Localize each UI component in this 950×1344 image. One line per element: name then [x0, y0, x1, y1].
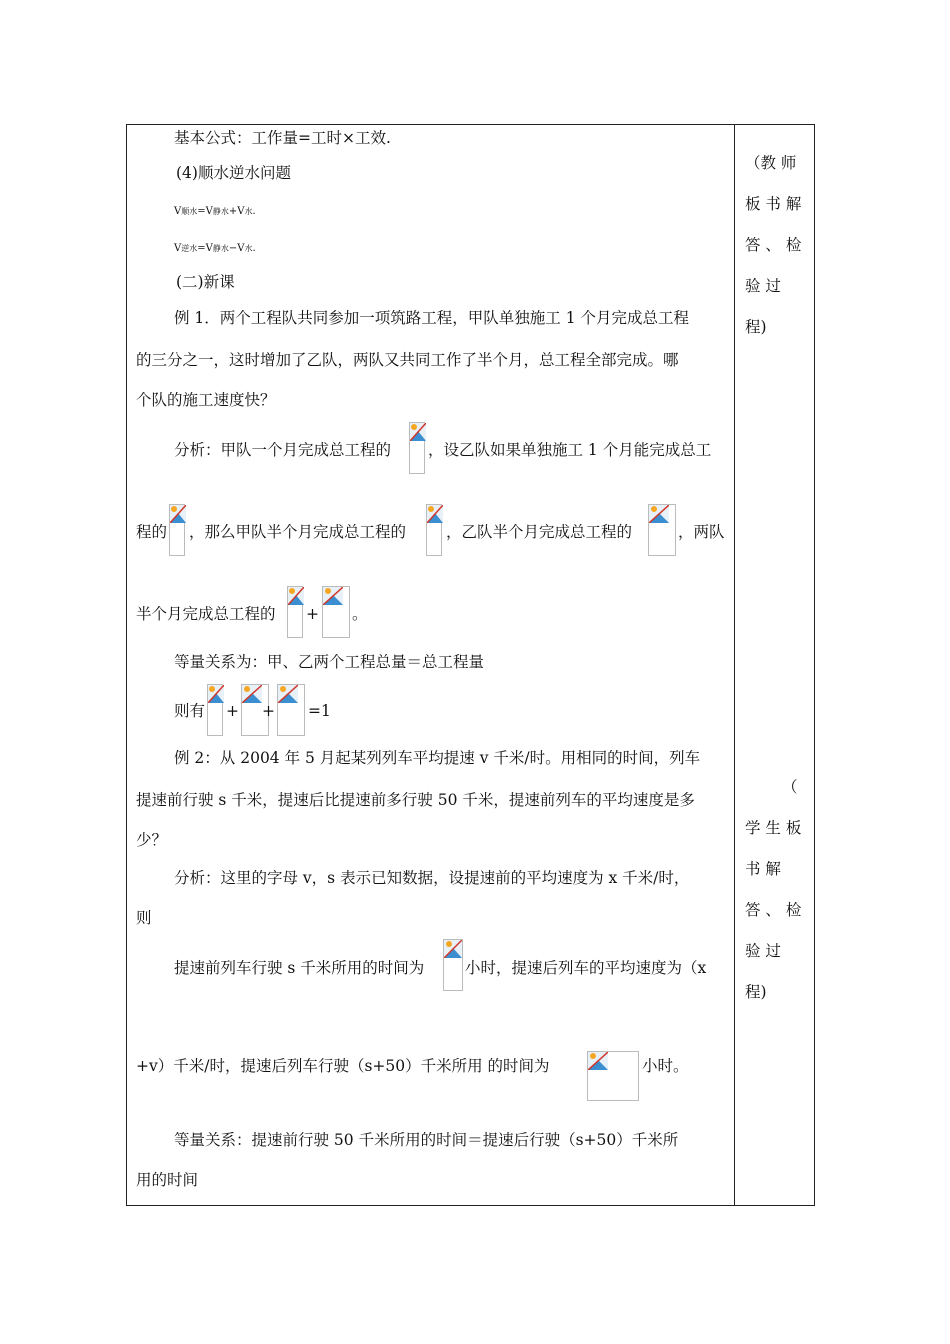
side-note-teacher-2: 板 书 解 — [745, 195, 802, 213]
analysis2-line1: 分析：这里的字母 v，s 表示已知数据，设提速前的平均速度为 x 千米/时， — [174, 869, 690, 887]
fraction-image-icon — [169, 504, 185, 556]
example2-line3: 少？ — [136, 831, 168, 849]
formula-text: 基本公式：工作量=工时×工效. — [174, 129, 391, 147]
side-note-student-5: 程) — [745, 983, 767, 1001]
fraction-image-icon — [207, 684, 223, 736]
line6-a: 半个月完成总工程的 — [136, 605, 276, 623]
analysis1-a: 分析：甲队一个月完成总工程的 — [174, 441, 392, 459]
fraction-image-icon — [443, 939, 463, 991]
item4-heading: (4)顺水逆水问题 — [176, 164, 291, 182]
time1-b: 小时，提速后列车的平均速度为（x — [465, 959, 707, 977]
line5-a: 程的 — [136, 523, 168, 541]
example1-line1: 例 1．两个工程队共同参加一项筑路工程，甲队单独施工 1 个月完成总工程 — [174, 309, 690, 327]
fraction-image-icon — [426, 504, 442, 556]
new-lesson-heading: (二)新课 — [176, 273, 235, 291]
analysis1-b: ，设乙队如果单独施工 1 个月能完成总工 — [428, 441, 712, 459]
side-note-teacher-4: 验 过 — [745, 277, 781, 295]
side-note-student-4: 验 过 — [745, 942, 781, 960]
equation-end: =1 — [308, 702, 331, 720]
time2-a: +v）千米/时，提速后列车行驶（s+50）千米所用 的时间为 — [136, 1057, 550, 1075]
example1-line3: 个队的施工速度快？ — [136, 391, 276, 409]
analysis2-line2: 则 — [136, 909, 152, 927]
side-note-student-0: （ — [782, 778, 798, 796]
line5-c: ，乙队半个月完成总工程的 — [446, 523, 633, 541]
relation2-line2: 用的时间 — [136, 1171, 199, 1189]
plus-sign: + — [262, 702, 275, 720]
plus-sign: + — [226, 702, 239, 720]
fraction-image-icon — [287, 586, 303, 638]
downstream-formula: V顺水=V静水+V水. — [174, 206, 256, 217]
side-note-teacher-5: 程) — [745, 318, 767, 336]
side-note-student-3: 答 、 检 — [745, 901, 802, 919]
line5-b: ，那么甲队半个月完成总工程的 — [189, 523, 407, 541]
line5-d: ，两队 — [678, 523, 725, 541]
side-note-student-2: 书 解 — [745, 860, 781, 878]
time1-a: 提速前列车行驶 s 千米所用的时间为 — [174, 959, 425, 977]
line6-end: 。 — [352, 605, 368, 623]
side-note-student-1: 学 生 板 — [745, 819, 802, 837]
plus-sign: + — [306, 605, 319, 623]
fraction-image-icon — [648, 504, 676, 556]
fraction-image-icon — [322, 586, 350, 638]
relation1-text: 等量关系为：甲、乙两个工程总量＝总工程量 — [174, 653, 485, 671]
fraction-image-icon — [409, 422, 425, 474]
fraction-image-icon — [587, 1051, 639, 1101]
side-note-teacher-3: 答 、 检 — [745, 236, 802, 254]
upstream-formula: V逆水=V静水−V水. — [174, 243, 256, 254]
side-note-teacher-1: （教 师 — [745, 154, 797, 172]
example1-line2: 的三分之一，这时增加了乙队，两队又共同工作了半个月，总工程全部完成。哪 — [136, 351, 679, 369]
time2-b: 小时。 — [642, 1057, 689, 1075]
relation2-line1: 等量关系：提速前行驶 50 千米所用的时间＝提速后行驶（s+50）千米所 — [174, 1131, 679, 1149]
column-divider — [734, 124, 735, 1206]
equation-lead: 则有 — [174, 702, 206, 720]
example2-line2: 提速前行驶 s 千米，提速后比提速前多行驶 50 千米，提速前列车的平均速度是多 — [136, 791, 695, 809]
fraction-image-icon — [277, 684, 305, 736]
example2-line1: 例 2：从 2004 年 5 月起某列列车平均提速 v 千米/时。用相同的时间，列车 — [174, 749, 701, 767]
